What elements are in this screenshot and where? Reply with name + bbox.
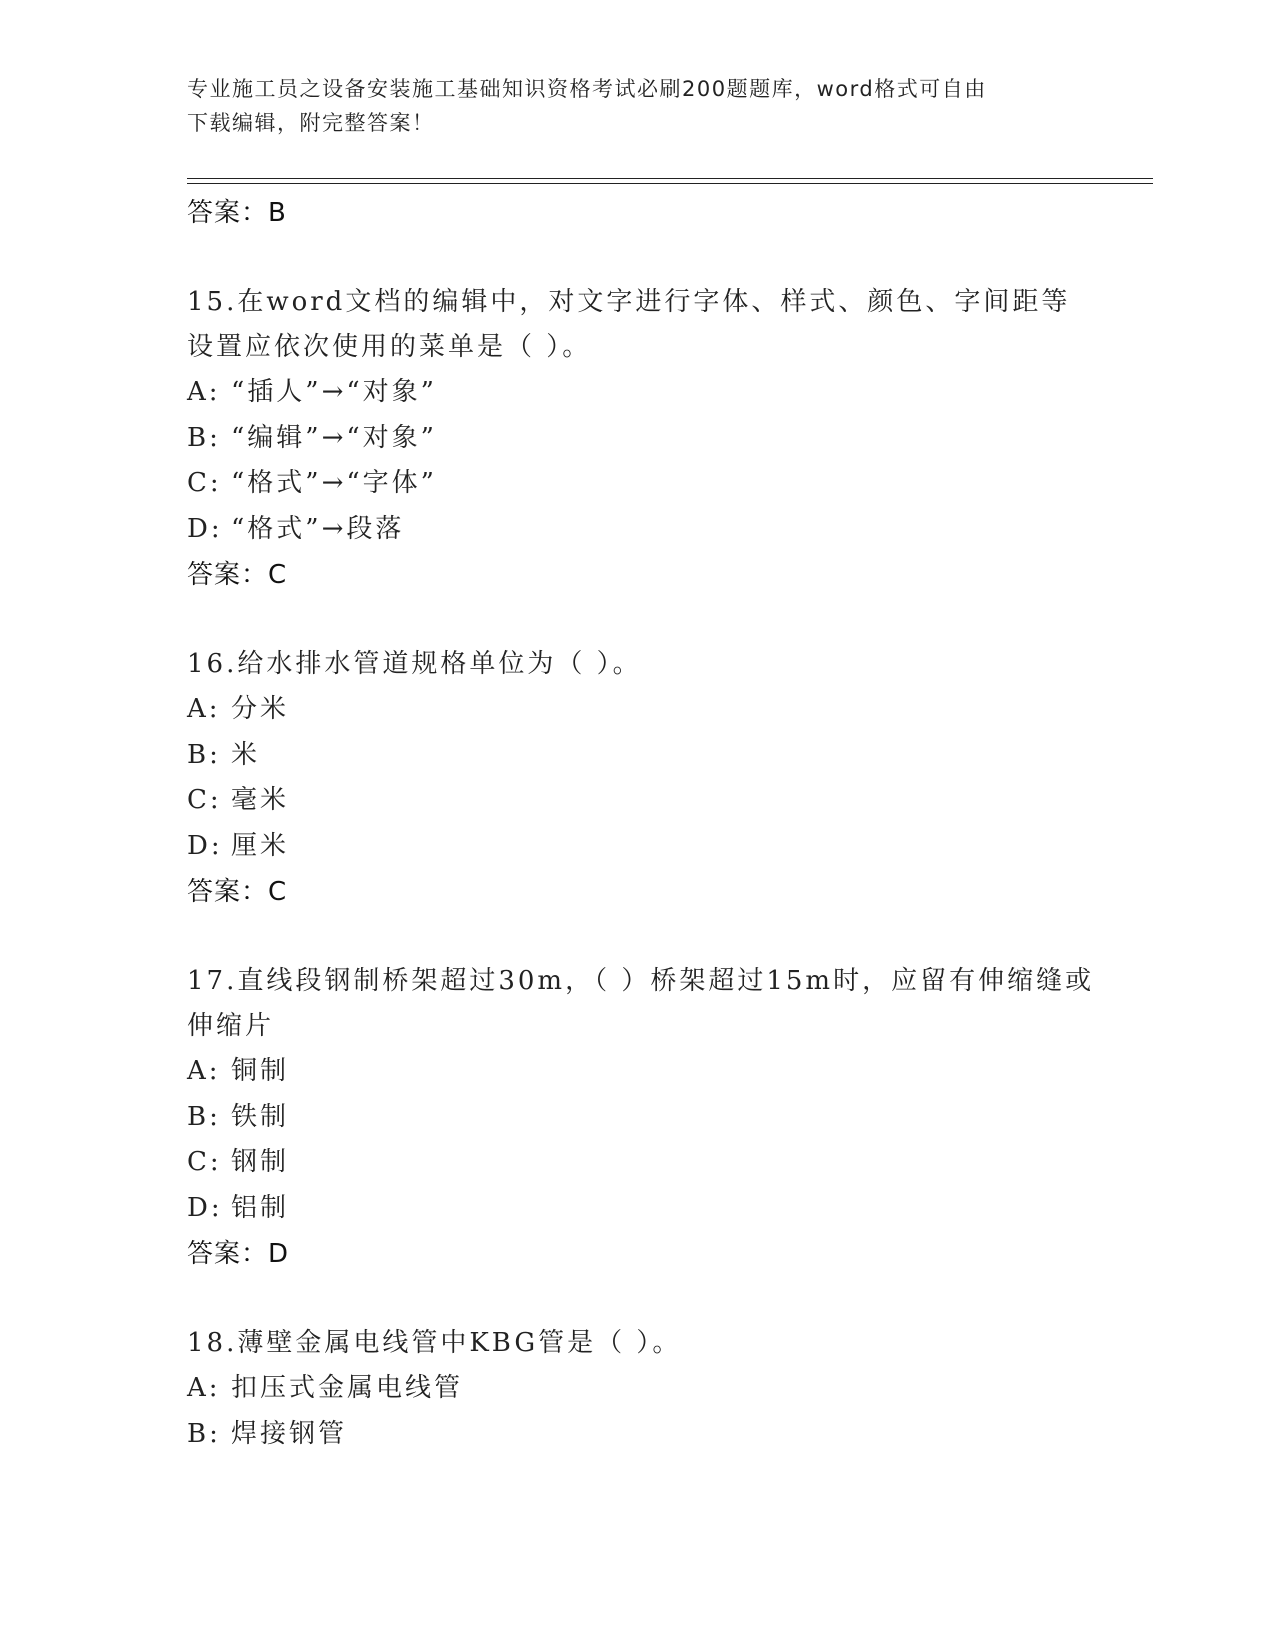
option-item: B: 米 [187,739,261,770]
option-item: B: 焊接钢管 [187,1418,348,1449]
question-stem: 16.给水排水管道规格单位为（ ）。 [187,649,642,679]
question-stem: 17.直线段钢制桥架超过30m，（ ）桥架超过15m时，应留有伸缩缝或 伸缩片 [187,966,1095,1041]
header-rule-top [187,178,1153,179]
option-item: D: 铝制 [187,1192,290,1223]
answer-line: 答案：C [187,877,288,907]
option-item: C: 毫米 [187,785,290,815]
header-line-1: 专业施工员之设备安装施工基础知识资格考试必刷200题题库，word格式可自由 [187,77,987,101]
header-line-2: 下载编辑，附完整答案！ [187,111,435,135]
question-item [187,642,1167,915]
answer-line: 答案：D [187,1239,290,1269]
question-stem: 15.在word文档的编辑中，对文字进行字体、样式、颜色、字间距等 设置应依次使用的菜单是（ ）。 [187,287,1071,362]
header-rule-bottom [187,183,1153,184]
answer-line: 答案：B [187,198,287,228]
question-list [187,190,1167,1457]
option-item: B: 铁制 [187,1101,290,1132]
option-item: A: 铜制 [187,1056,290,1086]
answer-line: 答案：C [187,560,288,590]
question-item [187,1321,1167,1457]
question-item [187,959,1167,1277]
option-item: D: 厘米 [187,830,290,861]
option-item: A: 扣压式金属电线管 [187,1373,464,1403]
option-item: D: “格式”→段落 [187,513,405,544]
option-item: A: “插人”→“对象” [187,377,437,407]
option-item: C: “格式”→“字体” [187,468,437,498]
option-item: B: “编辑”→“对象” [187,422,437,453]
question-stem: 18.薄壁金属电线管中KBG管是（ ）。 [187,1328,682,1358]
option-item: C: 钢制 [187,1147,290,1177]
document-header [187,72,1087,140]
option-item: A: 分米 [187,694,290,724]
question-item [187,280,1167,598]
